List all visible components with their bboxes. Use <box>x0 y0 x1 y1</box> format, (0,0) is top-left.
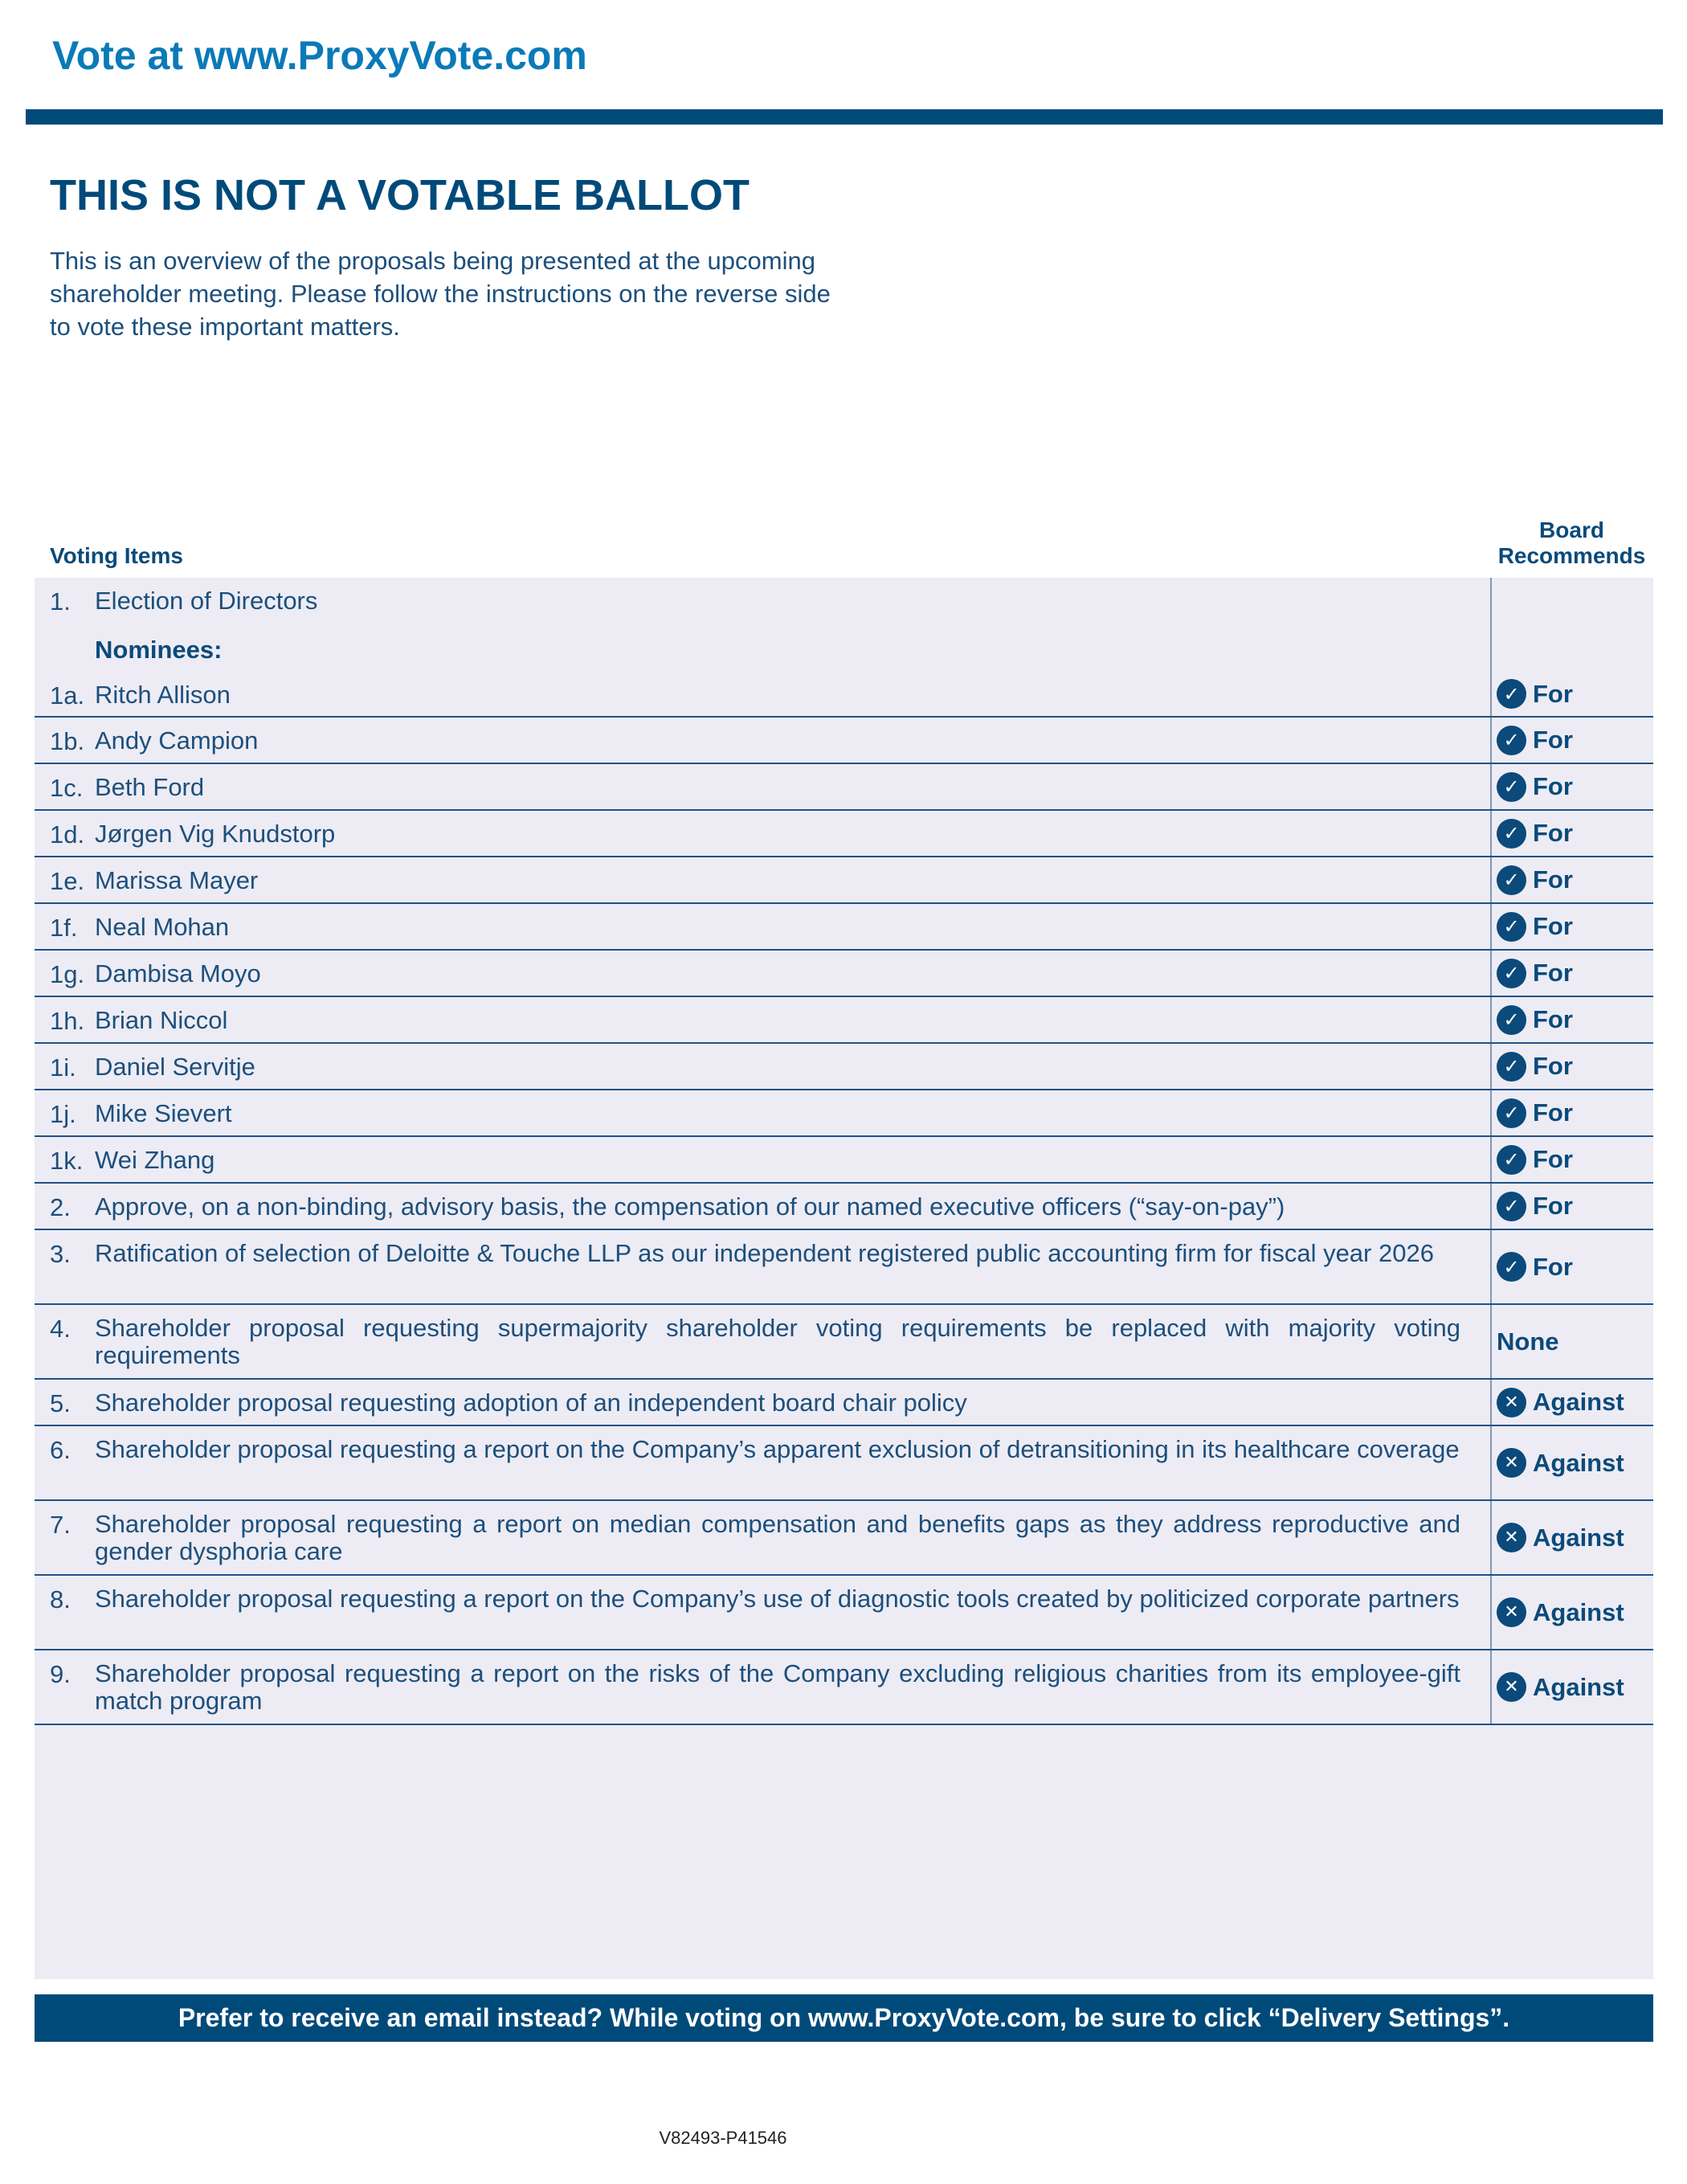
footer-banner: Prefer to receive an email instead? While voting on www.ProxyVote.com, be sure to click “Delivery Settings”. <box>35 1994 1653 2042</box>
item-text: Ritch Allison <box>95 681 231 709</box>
table-row-election <box>35 578 1653 627</box>
item-text: Shareholder proposal requesting a report on the Company’s apparent exclusion of detransitioning in its healthcare coverage <box>95 1435 1460 1463</box>
recommendation-label: For <box>1533 1145 1573 1173</box>
x-circle-icon: ✕ <box>1497 1672 1526 1702</box>
item-number: 5. <box>50 1389 71 1417</box>
recommendation-label: For <box>1533 1098 1573 1127</box>
item-number: 7. <box>50 1511 71 1539</box>
item-number: 9. <box>50 1660 71 1688</box>
item-number: 1a. <box>50 681 85 710</box>
x-circle-icon: ✕ <box>1497 1388 1526 1417</box>
check-circle-icon: ✓ <box>1497 865 1526 895</box>
table-row <box>35 1380 1653 1426</box>
recommendation-label: Against <box>1533 1388 1624 1416</box>
board-recommendation <box>1497 1576 1624 1649</box>
board-recommendation <box>1497 718 1573 763</box>
board-recommendation <box>1497 857 1573 902</box>
item-text: Andy Campion <box>95 726 259 755</box>
item-text: Ratification of selection of Deloitte & Touche LLP as our independent registered public accounting firm for fiscal year 2026 <box>95 1239 1434 1267</box>
item-number: 1k. <box>50 1147 84 1175</box>
check-circle-icon: ✓ <box>1497 1145 1526 1175</box>
item-number: 1d. <box>50 820 85 849</box>
recommendation-label: Against <box>1533 1672 1624 1701</box>
item-text: Beth Ford <box>95 773 205 801</box>
check-circle-icon: ✓ <box>1497 1098 1526 1128</box>
item-number: 1h. <box>50 1007 85 1035</box>
board-recommendation <box>1497 1137 1573 1182</box>
board-recommendation <box>1497 1650 1624 1724</box>
check-circle-icon: ✓ <box>1497 912 1526 942</box>
item-number: 3. <box>50 1240 71 1268</box>
check-circle-icon: ✓ <box>1497 1052 1526 1082</box>
intro-text: This is an overview of the proposals being presented at the upcoming shareholder meeting. Please follow the instructions on the reverse side to vote these important matters. <box>50 247 831 341</box>
table-row <box>35 1184 1653 1230</box>
item-text: Mike Sievert <box>95 1099 232 1127</box>
voting-items-header: Voting Items <box>50 543 183 568</box>
table-row <box>35 718 1653 764</box>
table-row <box>35 1576 1653 1650</box>
item-number: 1b. <box>50 727 85 755</box>
board-recommendation <box>1497 951 1573 996</box>
table-row <box>35 1090 1653 1137</box>
item-text: Election of Directors <box>95 587 318 615</box>
table-row <box>35 1650 1653 1725</box>
item-text: Dambisa Moyo <box>95 959 261 988</box>
recommendation-label: Against <box>1533 1597 1624 1626</box>
board-recommendation <box>1497 904 1573 949</box>
item-number: 2. <box>50 1193 71 1221</box>
item-number: 8. <box>50 1585 71 1613</box>
recommendation-label: For <box>1533 959 1573 987</box>
recommendation-label: For <box>1533 726 1573 754</box>
check-circle-icon: ✓ <box>1497 819 1526 849</box>
recommendation-label: For <box>1533 1192 1573 1220</box>
recommendation-label: Against <box>1533 1448 1624 1477</box>
table-row <box>35 857 1653 904</box>
item-number: 1j. <box>50 1100 76 1128</box>
item-number: 6. <box>50 1436 71 1464</box>
board-recommendation <box>1497 764 1573 809</box>
table-row <box>35 1230 1653 1305</box>
x-circle-icon: ✕ <box>1497 1448 1526 1478</box>
item-number: 1f. <box>50 914 78 942</box>
recommendation-label: For <box>1533 1052 1573 1080</box>
item-text: Shareholder proposal requesting supermajority shareholder voting requirements be replaced with majority voting requirements <box>95 1314 1460 1369</box>
item-text: Jørgen Vig Knudstorp <box>95 820 336 848</box>
board-recommendation <box>1497 1501 1624 1574</box>
x-circle-icon: ✕ <box>1497 1597 1526 1627</box>
recommendation-label: For <box>1533 819 1573 847</box>
board-recommendation <box>1497 1380 1624 1425</box>
item-number: 1g. <box>50 960 85 988</box>
check-circle-icon: ✓ <box>1497 772 1526 802</box>
recommendation-label: For <box>1533 1252 1573 1281</box>
item-text: Neal Mohan <box>95 913 230 941</box>
board-recommendation <box>1497 1426 1624 1499</box>
board-recommendation <box>1497 1230 1573 1303</box>
item-number: 1. <box>50 587 71 616</box>
recommendation-label: None <box>1497 1327 1559 1356</box>
page-title: THIS IS NOT A VOTABLE BALLOT <box>50 171 750 219</box>
table-row <box>35 672 1653 718</box>
board-recommendation <box>1497 1305 1559 1378</box>
header-divider-bar <box>26 109 1663 125</box>
item-text: Daniel Servitje <box>95 1053 255 1081</box>
board-recommends-header: Board Recommends <box>1497 517 1646 568</box>
check-circle-icon: ✓ <box>1497 726 1526 755</box>
check-circle-icon: ✓ <box>1497 1252 1526 1282</box>
item-text: Wei Zhang <box>95 1146 215 1174</box>
check-circle-icon: ✓ <box>1497 1192 1526 1221</box>
item-text: Shareholder proposal requesting adoption of an independent board chair policy <box>95 1389 967 1417</box>
board-recommendation <box>1497 811 1573 856</box>
board-recommendation <box>1497 1184 1573 1229</box>
table-row <box>35 764 1653 811</box>
item-number: 1c. <box>50 774 84 802</box>
item-text: Approve, on a non-binding, advisory basis, the compensation of our named executive officers (“say-on-pay”) <box>95 1192 1285 1221</box>
x-circle-icon: ✕ <box>1497 1523 1526 1552</box>
recommendation-label: For <box>1533 912 1573 940</box>
check-circle-icon: ✓ <box>1497 679 1526 709</box>
table-row <box>35 811 1653 857</box>
recommendation-label: For <box>1533 772 1573 800</box>
recommendation-label: For <box>1533 1005 1573 1033</box>
item-number: 1i. <box>50 1053 76 1082</box>
item-number: 4. <box>50 1315 71 1343</box>
board-recommendation <box>1497 997 1573 1042</box>
voting-items-table <box>35 578 1653 1979</box>
recommendation-label: For <box>1533 865 1573 894</box>
item-number: 1e. <box>50 867 85 895</box>
table-row <box>35 997 1653 1044</box>
vote-at-link[interactable]: Vote at www.ProxyVote.com <box>52 33 587 78</box>
table-row <box>35 1137 1653 1184</box>
table-row <box>35 1305 1653 1380</box>
recommendation-label: For <box>1533 679 1573 708</box>
recommendation-label: Against <box>1533 1523 1624 1552</box>
document-code: V82493-P41546 <box>659 2128 787 2148</box>
item-text: Shareholder proposal requesting a report on median compensation and benefits gaps as they address reproductive and gender dysphoria care <box>95 1510 1460 1565</box>
table-row <box>35 1044 1653 1090</box>
table-row <box>35 951 1653 997</box>
table-row <box>35 1501 1653 1576</box>
check-circle-icon: ✓ <box>1497 959 1526 988</box>
item-text: Shareholder proposal requesting a report on the Company’s use of diagnostic tools created by politicized corporate partners <box>95 1585 1460 1613</box>
board-recommendation <box>1497 1090 1573 1135</box>
check-circle-icon: ✓ <box>1497 1005 1526 1035</box>
board-recommendation <box>1497 672 1573 716</box>
item-text: Brian Niccol <box>95 1006 228 1034</box>
table-row <box>35 904 1653 951</box>
item-text: Shareholder proposal requesting a report on the risks of the Company excluding religious charities from its employee-gift match program <box>95 1659 1460 1715</box>
nominees-label-row <box>35 627 1653 672</box>
board-recommendation <box>1497 1044 1573 1089</box>
nominees-label: Nominees: <box>95 636 223 664</box>
item-text: Marissa Mayer <box>95 866 259 894</box>
table-row <box>35 1426 1653 1501</box>
